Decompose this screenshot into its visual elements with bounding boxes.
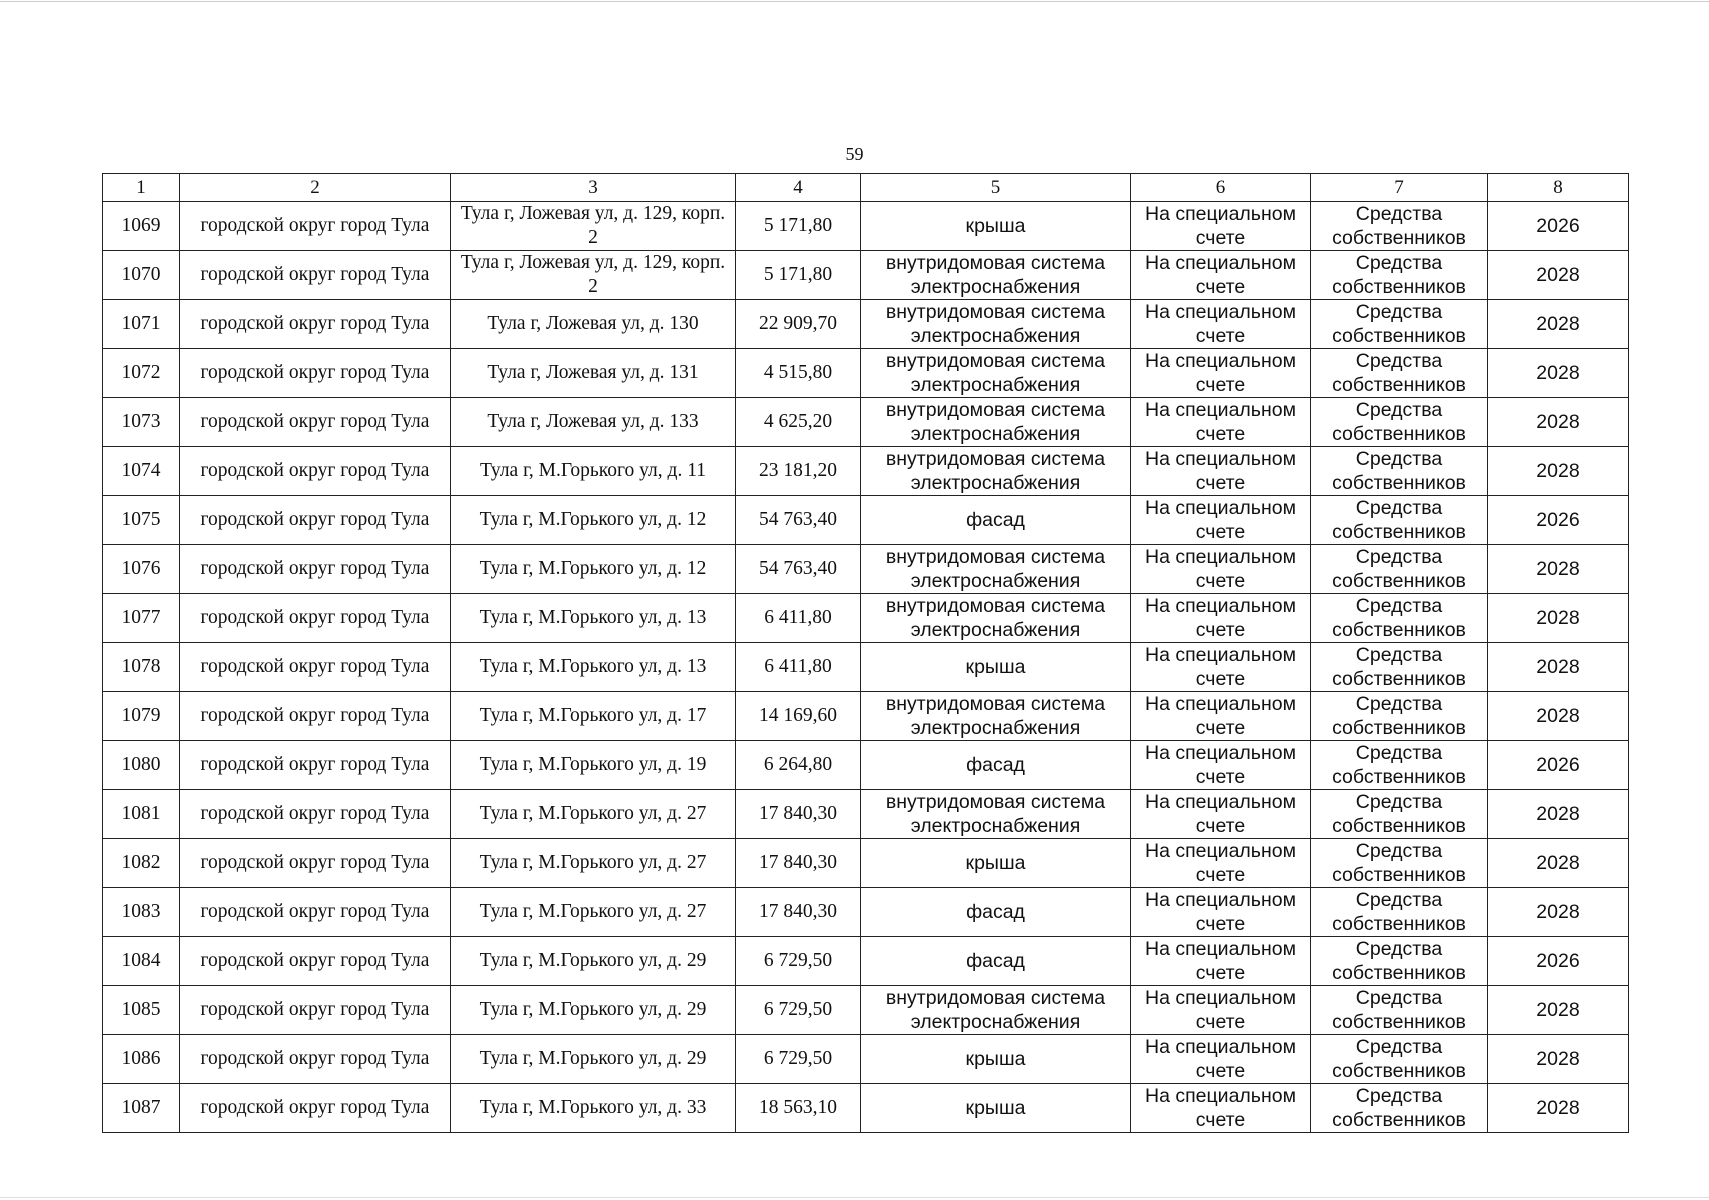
cell-funding-source: Средства собственников (1311, 251, 1488, 300)
cell-municipality: городской округ город Тула (180, 202, 451, 251)
table-row (103, 251, 1629, 300)
cell-area: 4 625,20 (736, 398, 861, 447)
cell-fund-method: На специальном счете (1131, 790, 1311, 839)
table-row (103, 545, 1629, 594)
cell-area: 54 763,40 (736, 545, 861, 594)
cell-work-type: крыша (861, 1035, 1131, 1084)
table-row (103, 790, 1629, 839)
cell-year: 2028 (1488, 643, 1629, 692)
cell-row-number: 1079 (103, 692, 180, 741)
cell-funding-source: Средства собственников (1311, 594, 1488, 643)
table-row (103, 1035, 1629, 1084)
cell-address: Тула г, Ложевая ул, д. 129, корп. 2 (451, 202, 736, 251)
cell-work-type: внутридомовая система электроснабжения (861, 545, 1131, 594)
cell-work-type: внутридомовая система электроснабжения (861, 447, 1131, 496)
cell-year: 2028 (1488, 790, 1629, 839)
table-row (103, 692, 1629, 741)
cell-work-type: фасад (861, 496, 1131, 545)
cell-address: Тула г, М.Горького ул, д. 11 (451, 447, 736, 496)
cell-work-type: внутридомовая система электроснабжения (861, 300, 1131, 349)
cell-funding-source: Средства собственников (1311, 349, 1488, 398)
cell-row-number: 1083 (103, 888, 180, 937)
cell-area: 17 840,30 (736, 839, 861, 888)
cell-work-type: внутридомовая система электроснабжения (861, 251, 1131, 300)
cell-row-number: 1073 (103, 398, 180, 447)
cell-year: 2028 (1488, 545, 1629, 594)
cell-funding-source: Средства собственников (1311, 398, 1488, 447)
cell-fund-method: На специальном счете (1131, 741, 1311, 790)
cell-work-type: крыша (861, 839, 1131, 888)
cell-funding-source: Средства собственников (1311, 1035, 1488, 1084)
cell-address: Тула г, М.Горького ул, д. 19 (451, 741, 736, 790)
cell-year: 2028 (1488, 300, 1629, 349)
cell-address: Тула г, Ложевая ул, д. 129, корп. 2 (451, 251, 736, 300)
cell-municipality: городской округ город Тула (180, 447, 451, 496)
cell-municipality: городской округ город Тула (180, 790, 451, 839)
page-number: 59 (845, 144, 864, 164)
cell-fund-method: На специальном счете (1131, 447, 1311, 496)
column-header: 8 (1488, 174, 1629, 202)
cell-row-number: 1082 (103, 839, 180, 888)
cell-row-number: 1086 (103, 1035, 180, 1084)
cell-fund-method: На специальном счете (1131, 300, 1311, 349)
cell-address: Тула г, М.Горького ул, д. 13 (451, 594, 736, 643)
column-header: 6 (1131, 174, 1311, 202)
cell-address: Тула г, М.Горького ул, д. 12 (451, 496, 736, 545)
cell-fund-method: На специальном счете (1131, 937, 1311, 986)
table-row (103, 643, 1629, 692)
cell-year: 2028 (1488, 888, 1629, 937)
cell-municipality: городской округ город Тула (180, 398, 451, 447)
cell-year: 2028 (1488, 349, 1629, 398)
cell-funding-source: Средства собственников (1311, 202, 1488, 251)
cell-fund-method: На специальном счете (1131, 692, 1311, 741)
cell-fund-method: На специальном счете (1131, 1035, 1311, 1084)
table-row (103, 300, 1629, 349)
cell-area: 22 909,70 (736, 300, 861, 349)
cell-address: Тула г, М.Горького ул, д. 29 (451, 986, 736, 1035)
cell-work-type: внутридомовая система электроснабжения (861, 349, 1131, 398)
cell-work-type: внутридомовая система электроснабжения (861, 692, 1131, 741)
cell-funding-source: Средства собственников (1311, 300, 1488, 349)
cell-fund-method: На специальном счете (1131, 643, 1311, 692)
cell-fund-method: На специальном счете (1131, 545, 1311, 594)
cell-fund-method: На специальном счете (1131, 1084, 1311, 1133)
cell-address: Тула г, Ложевая ул, д. 130 (451, 300, 736, 349)
cell-work-type: внутридомовая система электроснабжения (861, 398, 1131, 447)
table-row (103, 496, 1629, 545)
cell-fund-method: На специальном счете (1131, 839, 1311, 888)
cell-year: 2028 (1488, 251, 1629, 300)
cell-municipality: городской округ город Тула (180, 349, 451, 398)
cell-municipality: городской округ город Тула (180, 594, 451, 643)
cell-fund-method: На специальном счете (1131, 251, 1311, 300)
cell-municipality: городской округ город Тула (180, 251, 451, 300)
table-row (103, 888, 1629, 937)
cell-area: 23 181,20 (736, 447, 861, 496)
cell-row-number: 1070 (103, 251, 180, 300)
cell-year: 2028 (1488, 398, 1629, 447)
cell-area: 6 729,50 (736, 986, 861, 1035)
cell-funding-source: Средства собственников (1311, 692, 1488, 741)
cell-funding-source: Средства собственников (1311, 790, 1488, 839)
cell-fund-method: На специальном счете (1131, 202, 1311, 251)
column-header: 1 (103, 174, 180, 202)
table-row (103, 594, 1629, 643)
cell-area: 5 171,80 (736, 251, 861, 300)
cell-area: 6 729,50 (736, 1035, 861, 1084)
cell-year: 2026 (1488, 202, 1629, 251)
cell-address: Тула г, М.Горького ул, д. 17 (451, 692, 736, 741)
cell-year: 2026 (1488, 496, 1629, 545)
cell-fund-method: На специальном счете (1131, 888, 1311, 937)
cell-funding-source: Средства собственников (1311, 741, 1488, 790)
cell-year: 2028 (1488, 692, 1629, 741)
column-header: 5 (861, 174, 1131, 202)
cell-address: Тула г, М.Горького ул, д. 27 (451, 839, 736, 888)
cell-municipality: городской округ город Тула (180, 741, 451, 790)
cell-work-type: фасад (861, 937, 1131, 986)
column-header: 2 (180, 174, 451, 202)
column-header: 4 (736, 174, 861, 202)
cell-funding-source: Средства собственников (1311, 545, 1488, 594)
cell-fund-method: На специальном счете (1131, 986, 1311, 1035)
table-body (103, 202, 1629, 1133)
cell-row-number: 1081 (103, 790, 180, 839)
cell-municipality: городской округ город Тула (180, 937, 451, 986)
column-number-row (103, 174, 1629, 202)
cell-municipality: городской округ город Тула (180, 300, 451, 349)
cell-area: 18 563,10 (736, 1084, 861, 1133)
cell-area: 54 763,40 (736, 496, 861, 545)
cell-year: 2026 (1488, 741, 1629, 790)
table-row (103, 937, 1629, 986)
scan-edge-bottom (0, 1197, 1709, 1198)
cell-funding-source: Средства собственников (1311, 1084, 1488, 1133)
cell-municipality: городской округ город Тула (180, 986, 451, 1035)
table-row (103, 202, 1629, 251)
cell-area: 17 840,30 (736, 790, 861, 839)
cell-funding-source: Средства собственников (1311, 888, 1488, 937)
cell-funding-source: Средства собственников (1311, 839, 1488, 888)
cell-row-number: 1080 (103, 741, 180, 790)
cell-year: 2028 (1488, 986, 1629, 1035)
table-row (103, 1084, 1629, 1133)
column-header: 3 (451, 174, 736, 202)
cell-row-number: 1077 (103, 594, 180, 643)
cell-funding-source: Средства собственников (1311, 496, 1488, 545)
cell-row-number: 1075 (103, 496, 180, 545)
cell-work-type: фасад (861, 888, 1131, 937)
cell-address: Тула г, М.Горького ул, д. 29 (451, 1035, 736, 1084)
cell-row-number: 1085 (103, 986, 180, 1035)
cell-work-type: внутридомовая система электроснабжения (861, 790, 1131, 839)
cell-row-number: 1087 (103, 1084, 180, 1133)
cell-municipality: городской округ город Тула (180, 496, 451, 545)
cell-row-number: 1069 (103, 202, 180, 251)
cell-address: Тула г, М.Горького ул, д. 29 (451, 937, 736, 986)
scan-edge-top (0, 1, 1709, 2)
cell-funding-source: Средства собственников (1311, 986, 1488, 1035)
cell-address: Тула г, Ложевая ул, д. 133 (451, 398, 736, 447)
cell-address: Тула г, М.Горького ул, д. 12 (451, 545, 736, 594)
cell-area: 17 840,30 (736, 888, 861, 937)
cell-municipality: городской округ город Тула (180, 888, 451, 937)
cell-year: 2028 (1488, 447, 1629, 496)
cell-year: 2028 (1488, 839, 1629, 888)
cell-area: 6 729,50 (736, 937, 861, 986)
cell-row-number: 1072 (103, 349, 180, 398)
column-header: 7 (1311, 174, 1488, 202)
table-row (103, 741, 1629, 790)
cell-fund-method: На специальном счете (1131, 594, 1311, 643)
cell-work-type: фасад (861, 741, 1131, 790)
cell-row-number: 1078 (103, 643, 180, 692)
cell-work-type: внутридомовая система электроснабжения (861, 594, 1131, 643)
cell-funding-source: Средства собственников (1311, 643, 1488, 692)
table-row (103, 398, 1629, 447)
cell-municipality: городской округ город Тула (180, 839, 451, 888)
cell-year: 2026 (1488, 937, 1629, 986)
cell-area: 14 169,60 (736, 692, 861, 741)
cell-area: 6 411,80 (736, 594, 861, 643)
table-row (103, 839, 1629, 888)
table-row (103, 986, 1629, 1035)
register-table (102, 173, 1629, 1133)
table-row (103, 447, 1629, 496)
cell-area: 5 171,80 (736, 202, 861, 251)
cell-fund-method: На специальном счете (1131, 349, 1311, 398)
cell-row-number: 1071 (103, 300, 180, 349)
cell-address: Тула г, Ложевая ул, д. 131 (451, 349, 736, 398)
cell-work-type: крыша (861, 1084, 1131, 1133)
cell-fund-method: На специальном счете (1131, 496, 1311, 545)
cell-address: Тула г, М.Горького ул, д. 13 (451, 643, 736, 692)
cell-year: 2028 (1488, 1035, 1629, 1084)
cell-area: 6 264,80 (736, 741, 861, 790)
cell-row-number: 1074 (103, 447, 180, 496)
cell-work-type: крыша (861, 202, 1131, 251)
cell-year: 2028 (1488, 594, 1629, 643)
cell-municipality: городской округ город Тула (180, 692, 451, 741)
cell-row-number: 1084 (103, 937, 180, 986)
cell-address: Тула г, М.Горького ул, д. 27 (451, 790, 736, 839)
cell-work-type: внутридомовая система электроснабжения (861, 986, 1131, 1035)
cell-address: Тула г, М.Горького ул, д. 27 (451, 888, 736, 937)
cell-funding-source: Средства собственников (1311, 447, 1488, 496)
cell-municipality: городской округ город Тула (180, 1035, 451, 1084)
cell-area: 6 411,80 (736, 643, 861, 692)
cell-work-type: крыша (861, 643, 1131, 692)
cell-municipality: городской округ город Тула (180, 1084, 451, 1133)
cell-year: 2028 (1488, 1084, 1629, 1133)
cell-area: 4 515,80 (736, 349, 861, 398)
cell-municipality: городской округ город Тула (180, 545, 451, 594)
table-row (103, 349, 1629, 398)
cell-municipality: городской округ город Тула (180, 643, 451, 692)
cell-address: Тула г, М.Горького ул, д. 33 (451, 1084, 736, 1133)
cell-row-number: 1076 (103, 545, 180, 594)
cell-fund-method: На специальном счете (1131, 398, 1311, 447)
cell-funding-source: Средства собственников (1311, 937, 1488, 986)
